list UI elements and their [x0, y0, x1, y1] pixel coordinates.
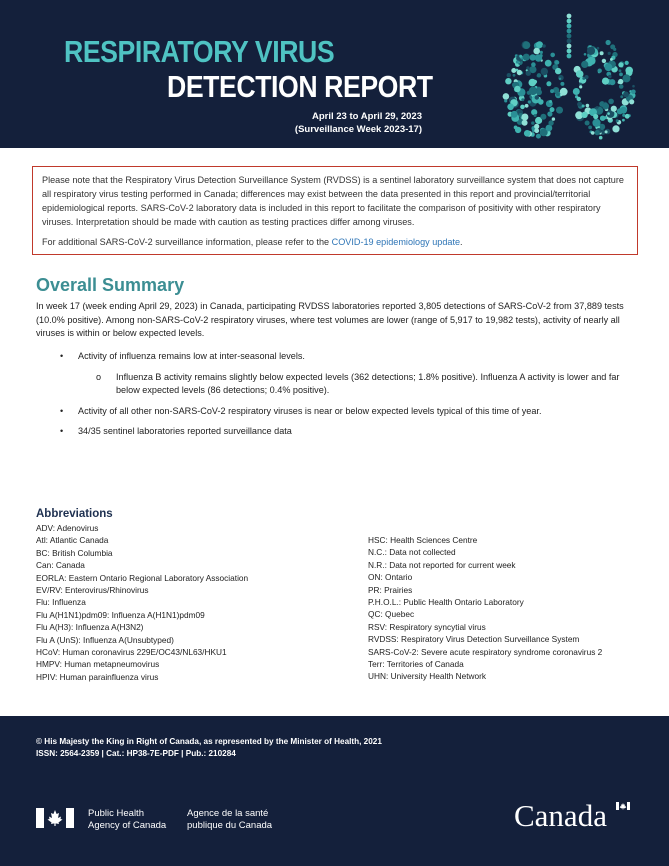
- lung-dot: [605, 63, 613, 71]
- agency-name-english: [88, 808, 166, 831]
- notice-suffix: .: [460, 237, 463, 247]
- lung-dot: [620, 95, 623, 98]
- lung-dot: [555, 60, 559, 64]
- bullet-dot-icon: •: [60, 426, 64, 436]
- lung-dot: [611, 106, 617, 112]
- report-dates: [295, 110, 422, 136]
- lung-dot: [584, 75, 588, 79]
- lung-dot: [523, 41, 531, 49]
- lung-dot: [595, 130, 600, 135]
- agency-name-french: [187, 808, 272, 831]
- trachea-dot: [567, 39, 572, 44]
- lung-dot: [560, 94, 563, 97]
- lung-dot: [573, 88, 580, 95]
- lung-dot: [631, 90, 636, 95]
- abbreviations-title: Abbreviations: [36, 508, 113, 520]
- lung-dot: [536, 41, 543, 48]
- lung-dot: [511, 111, 518, 118]
- lung-dot: [553, 87, 559, 93]
- lung-dot: [584, 53, 587, 56]
- lung-dot: [556, 107, 563, 114]
- lung-dot: [505, 78, 511, 84]
- report-title-line2: DETECTION REPORT: [167, 69, 433, 104]
- lung-dot: [587, 47, 595, 55]
- notice-paragraph: Please note that the Respiratory Virus Detection Surveillance System (RVDSS) is a sentinel laboratory surveillance system that does not capture all respiratory virus testing performed in Canada; differences may exist between the data presented in this report and provincial/territorial epidemiological reports. SARS-CoV-2 laboratory data is included in this report to facilitate the comparison of positivity with other respiratory viruses. Interpretation should be made with caution as testing practices differ among viruses.: [42, 175, 624, 227]
- abbreviation-item: SARS-CoV-2: Severe acute respiratory syndrome coronavirus 2: [368, 646, 603, 657]
- lung-dot: [548, 120, 553, 125]
- lung-dot: [540, 114, 546, 120]
- lung-dot: [522, 120, 528, 126]
- date-range: April 23 to April 29, 2023: [312, 111, 422, 122]
- lung-dot: [550, 107, 555, 112]
- lung-dot: [586, 104, 590, 108]
- lung-dot: [535, 54, 542, 61]
- bullet-item: [56, 350, 636, 364]
- summary-bullets: [56, 350, 636, 446]
- lung-dot: [531, 121, 534, 124]
- lung-dot: [558, 75, 564, 81]
- lung-dot: [607, 112, 610, 115]
- lung-dot: [625, 61, 629, 65]
- lung-dot: [560, 82, 564, 86]
- canada-flag-icon: [36, 808, 74, 828]
- abbreviations-left-column: [36, 522, 248, 683]
- lung-dot: [618, 81, 621, 84]
- lung-dot: [535, 95, 539, 99]
- trachea-dot: [567, 29, 572, 34]
- lung-dot: [507, 104, 514, 111]
- lung-dot: [608, 75, 611, 78]
- lung-dot: [520, 105, 525, 110]
- lung-dot: [541, 68, 548, 75]
- lung-dot: [619, 84, 624, 89]
- lung-dot: [523, 54, 530, 61]
- lungs-illustration: [494, 12, 644, 142]
- lung-dot: [597, 47, 600, 50]
- lung-dot: [534, 114, 537, 117]
- lung-dot: [619, 69, 622, 72]
- lung-dot: [623, 74, 631, 82]
- lung-dot: [600, 51, 604, 55]
- trachea-dot: [567, 49, 572, 54]
- lung-dot: [540, 51, 543, 54]
- agency-fr-line: publique du Canada: [187, 819, 273, 831]
- abbreviation-item: Terr: Territories of Canada: [368, 659, 464, 670]
- lung-dot: [610, 44, 615, 49]
- abbreviation-item: P.H.O.L.: Public Health Ontario Laboratory: [368, 597, 524, 608]
- lung-dot: [622, 119, 625, 122]
- lung-dot: [516, 69, 519, 72]
- abbreviation-item: RSV: Respiratory syncytial virus: [368, 621, 486, 632]
- lung-dot: [524, 130, 531, 137]
- lung-dot: [620, 107, 627, 114]
- bullet-dot-icon: •: [60, 351, 64, 361]
- lung-dot: [549, 100, 552, 103]
- lung-dot: [579, 83, 582, 86]
- lung-dot: [514, 126, 518, 130]
- lung-dot: [609, 79, 615, 85]
- report-title-line1: RESPIRATORY VIRUS: [64, 34, 335, 69]
- trachea-dot: [567, 34, 572, 39]
- lung-dot: [511, 68, 516, 73]
- lung-dot: [528, 100, 531, 103]
- lung-dot: [581, 61, 588, 68]
- lung-dot: [550, 53, 555, 58]
- lung-dot: [550, 89, 554, 93]
- lung-dot: [536, 89, 542, 95]
- notice-box: [32, 166, 638, 255]
- lung-dot: [616, 119, 619, 122]
- section-title-overall-summary: Overall Summary: [36, 275, 185, 295]
- abbreviation-item: ON: Ontario: [368, 572, 413, 583]
- lung-dot: [608, 52, 611, 55]
- lung-dot: [581, 112, 587, 118]
- abbreviation-item: BC: British Columbia: [36, 547, 113, 558]
- lung-dot: [521, 98, 524, 101]
- lung-dot: [612, 125, 619, 132]
- lung-dot: [577, 97, 581, 101]
- abbreviation-item: RVDSS: Respiratory Virus Detection Surveillance System: [368, 634, 580, 645]
- lung-dot: [534, 124, 539, 129]
- sub-bullet-text: Influenza B activity remains slightly below expected levels (362 detections; 1.8% positive). Influenza A activity is lower and far below expected levels (86 detections; 0.4% positive).: [116, 371, 620, 395]
- lung-dot: [516, 60, 519, 63]
- lung-dot: [591, 131, 595, 135]
- lung-dot: [623, 92, 629, 98]
- lung-dot: [534, 128, 539, 133]
- lung-dot: [556, 92, 560, 96]
- lung-dot: [504, 99, 507, 102]
- abbreviation-item: Can: Canada: [36, 560, 85, 571]
- lung-dot: [526, 71, 531, 76]
- abbreviation-item: HCoV: Human coronavirus 229E/OC43/NL63/HKU1: [36, 647, 227, 658]
- abbreviations-right-column: [368, 534, 602, 683]
- bullet-text: Activity of influenza remains low at inter-seasonal levels.: [78, 351, 305, 361]
- lung-dot: [629, 99, 634, 104]
- lung-dot: [525, 104, 529, 108]
- bullet-dot-icon: •: [60, 405, 64, 416]
- lung-dot: [592, 119, 600, 127]
- issn-text: ISSN: 2564-2359 | Cat.: HP38-7E-PDF | Pub.: 210284: [36, 749, 236, 758]
- lung-dot: [588, 126, 592, 130]
- trachea-dot: [567, 19, 572, 24]
- trachea-dot: [567, 14, 572, 19]
- covid-epidemiology-link[interactable]: COVID-19 epidemiology update: [331, 237, 461, 247]
- agency-fr-line: Agence de la santé: [187, 808, 269, 819]
- lung-dot: [618, 62, 623, 67]
- lung-dot: [579, 85, 582, 88]
- abbreviation-item: UHN: University Health Network: [368, 671, 487, 682]
- bullet-text: 34/35 sentinel laboratories reported surveillance data: [78, 426, 292, 436]
- bullet-text: Activity of all other non-SARS-CoV-2 respiratory viruses is near or below expected levels typical of this time of year.: [78, 405, 542, 416]
- abbreviation-item: HSC: Health Sciences Centre: [368, 535, 478, 545]
- report-footer: [0, 716, 669, 866]
- lung-dot: [559, 78, 561, 80]
- agency-en-line: Public Health: [88, 808, 144, 819]
- trachea-dot: [567, 24, 572, 29]
- lung-dot: [606, 40, 611, 45]
- lung-dot: [529, 87, 537, 95]
- abbreviation-item: Flu A (UnS): Influenza A(Unsubtyped): [36, 634, 174, 645]
- lung-dot: [545, 60, 552, 67]
- lung-dot: [602, 103, 609, 110]
- lung-dot: [619, 73, 623, 77]
- lung-dot: [602, 78, 609, 85]
- copyright-text: © His Majesty the King in Right of Canada, as represented by the Minister of Health, 2021: [36, 737, 382, 746]
- abbreviation-item: EORLA: Eastern Ontario Regional Laboratory Association: [36, 572, 249, 583]
- abbreviation-item: ADV: Adenovirus: [36, 523, 99, 533]
- abbreviation-item: HMPV: Human metapneumovirus: [36, 659, 160, 670]
- abbreviation-item: N.R.: Data not reported for current week: [368, 559, 516, 570]
- lung-dot: [531, 62, 536, 67]
- sub-bullet-item: [56, 371, 636, 398]
- agency-en-line: Agency of Canada: [88, 819, 167, 831]
- lung-dot: [593, 114, 598, 119]
- lung-dot: [526, 66, 529, 69]
- bullet-item: [56, 405, 636, 419]
- abbreviation-item: N.C.: Data not collected: [368, 547, 456, 558]
- sub-bullet-circle-icon: o: [96, 371, 102, 382]
- lung-dot: [519, 55, 522, 58]
- lung-dot: [555, 68, 561, 74]
- report-header: [0, 0, 669, 148]
- lung-dot: [503, 93, 510, 100]
- lung-dot: [546, 81, 551, 86]
- lung-dot: [552, 117, 555, 120]
- bullet-item: [56, 425, 636, 439]
- lung-dot: [610, 58, 613, 61]
- lung-dot: [513, 74, 516, 77]
- lung-dot: [605, 130, 608, 133]
- lung-dot: [507, 73, 511, 77]
- copyright-block: [36, 736, 382, 760]
- canada-wordmark-flag-icon: [616, 802, 630, 810]
- lung-dot: [576, 70, 584, 78]
- notice-paragraph-link-line: [42, 235, 628, 249]
- abbreviation-item: Flu: Influenza: [36, 597, 86, 608]
- lung-dot: [537, 73, 541, 77]
- abbreviation-item: EV/RV: Enterovirus/Rhinovirus: [36, 585, 149, 596]
- canada-wordmark: Canada: [514, 798, 607, 833]
- lung-dot: [516, 83, 518, 85]
- lung-dot: [608, 99, 614, 105]
- notice-prefix: For additional SARS-CoV-2 surveillance information, please refer to the: [42, 237, 332, 247]
- summary-intro: In week 17 (week ending April 29, 2023) in Canada, participating RVDSS laboratories reported 3,805 detections of SARS-CoV-2 from 37,889 tests (10.0% positive). Among non-SARS-CoV-2 respiratory viruses, where test volumes are lower (range of 5,917 to 19,982 tests), activity of nearly all viruses is within or below expected levels.: [36, 301, 624, 338]
- abbreviation-item: QC: Quebec: [368, 609, 415, 620]
- trachea-dot: [567, 44, 572, 49]
- lung-dot: [632, 85, 635, 88]
- lung-dot: [582, 105, 585, 108]
- lung-dot: [521, 114, 528, 121]
- lung-dot: [585, 121, 590, 126]
- lung-dot: [533, 80, 537, 84]
- lung-dot: [596, 106, 599, 109]
- trachea-dot: [567, 54, 572, 59]
- lung-dot: [547, 111, 552, 116]
- lung-dot: [533, 48, 540, 55]
- lung-dot: [625, 114, 630, 119]
- lung-dot: [604, 116, 607, 119]
- lung-dot: [577, 102, 582, 107]
- abbreviation-item: Flu A(H1N1)pdm09: Influenza A(H1N1)pdm09: [36, 609, 205, 620]
- lung-dot: [598, 69, 602, 73]
- surveillance-week: (Surveillance Week 2023-17): [294, 124, 422, 135]
- lung-dot: [536, 134, 541, 139]
- abbreviation-item: Flu A(H3): Influenza A(H3N2): [36, 622, 144, 633]
- lung-dot: [602, 59, 606, 63]
- abbreviation-item: PR: Prairies: [368, 584, 413, 595]
- lung-dot: [599, 136, 603, 140]
- abbreviation-item: HPIV: Human parainfluenza virus: [36, 671, 159, 682]
- abbreviation-item: Atl: Atlantic Canada: [36, 535, 109, 546]
- lung-dot: [542, 44, 546, 48]
- lung-dot: [514, 86, 520, 92]
